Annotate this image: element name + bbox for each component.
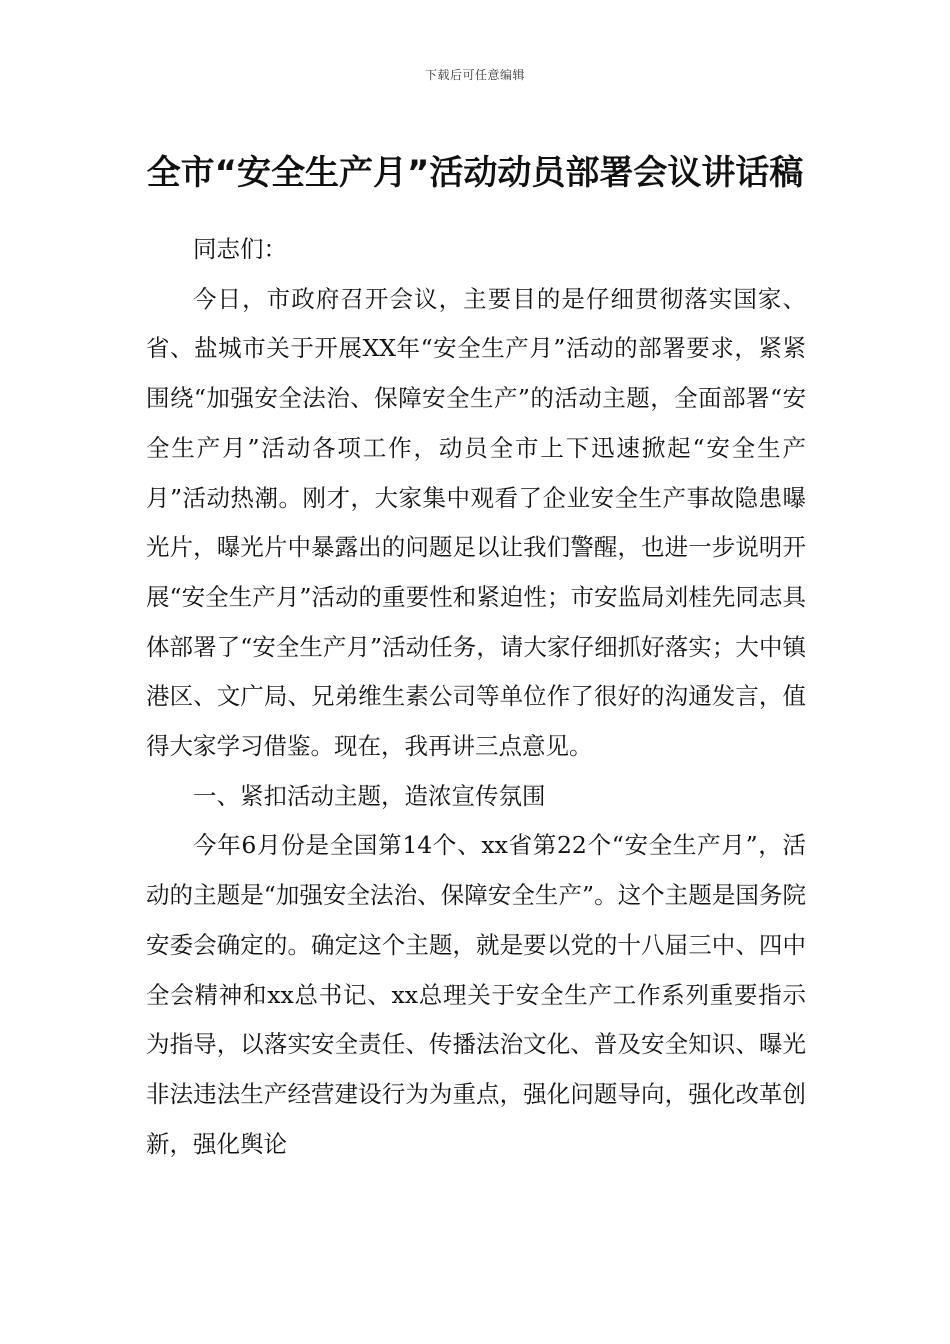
salutation-paragraph: 同志们：	[193, 235, 287, 263]
body-paragraph: 今年6月份是全国第14个、xx省第22个“安全生产月”，活动的主题是“加强安全法治、保障安全生产”。这个主题是国务院安委会确定的。确定这个主题，就是要以党的十八届三中、四中全会精神和xx总书记、xx总理关于安全生产工作系列重要指示为指导，以落实安全责任、传播法治文化、普及安全知识、曝光非法违法生产经营建设行为为重点，强化问题导向，强化改革创新，强化舆论	[146, 831, 806, 1158]
header-note: 下载后可任意编辑	[424, 68, 525, 82]
body-paragraph: 今日，市政府召开会议，主要目的是仔细贯彻落实国家、省、盐城市关于开展XX年“安全生产月”活动的部署要求，紧紧围绕“加强安全法治、保障安全生产”的活动主题，全面部署“安全生产月”活动各项工作，动员全市上下迅速掀起“安全生产月”活动热潮。刚才，大家集中观看了企业安全生产事故隐患曝光片，曝光片中暴露出的问题足以让我们警醒，也进一步说明开展“安全生产月”活动的重要性和紧迫性；市安监局刘桂先同志具体部署了“安全生产月”活动任务，请大家仔细抓好落实；大中镇港区、文广局、兄弟维生素公司等单位作了很好的沟通发言，值得大家学习借鉴。现在，我再讲三点意见。	[146, 284, 806, 761]
section-heading: 一、紧扣活动主题，造浓宣传氛围	[193, 781, 546, 810]
page-title: 全市“安全生产月”活动动员部署会议讲话稿	[146, 152, 804, 193]
document-body	[146, 225, 806, 1169]
